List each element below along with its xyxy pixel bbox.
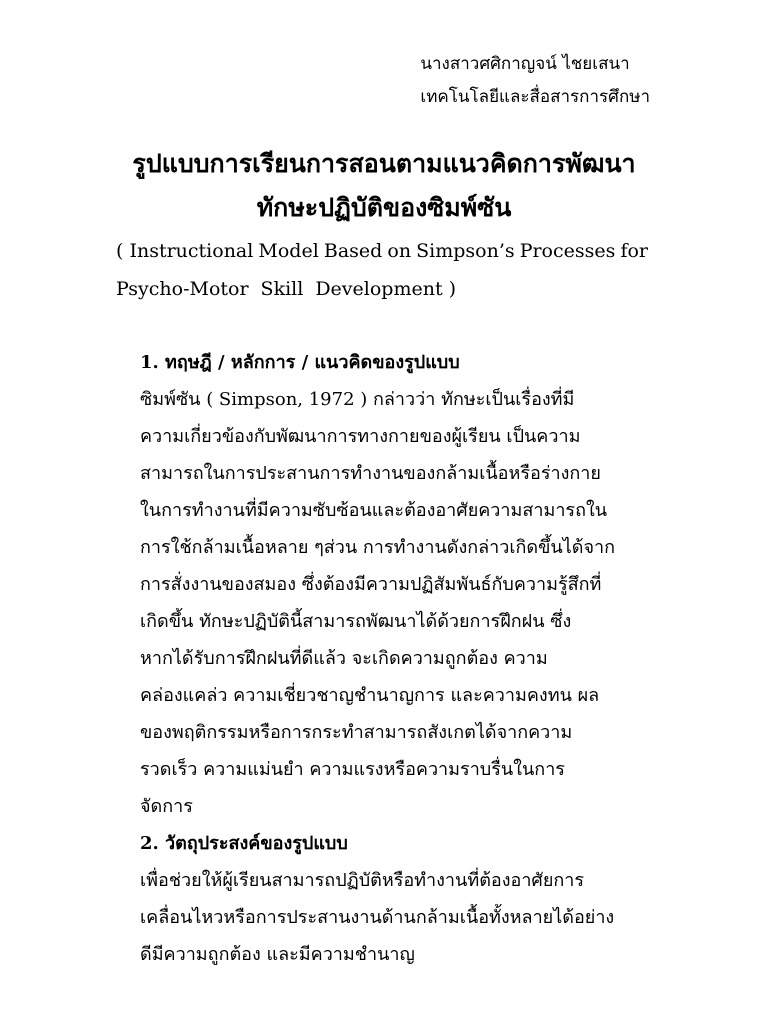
section-1-line: ในการทำงานที่มีความซับซ้อนและต้องอาศัยความสามารถใน — [140, 500, 608, 521]
section-1-line: ซิมพ์ซัน ( Simpson, 1972 ) กล่าวว่า ทักษะเป็นเรื่องที่มี — [140, 389, 575, 410]
section-1-line: การใช้กล้ามเนื้อหลาย ๆส่วน การทำงานดังกล่าวเกิดขึ้นได้จาก — [140, 537, 616, 558]
english-title-word: for — [620, 240, 648, 262]
english-title-word: Model — [258, 240, 319, 262]
section-2-line: ดีมีความถูกต้อง และมีความชำนาญ — [140, 944, 415, 965]
english-title-line-1 — [116, 232, 648, 270]
section-1-line: ของพฤติกรรมหรือการกระทำสามารถสังเกตได้จากความ — [140, 722, 573, 743]
section-2-line: เพื่อช่วยให้ผู้เรียนสามารถปฏิบัติหรือทำงานที่ต้องอาศัยการ — [140, 870, 585, 891]
section-1-line: เกิดขึ้น ทักษะปฏิบัตินี้สามารถพัฒนาได้ด้วยการฝึกฝน ซึ่ง — [140, 611, 572, 632]
author-block — [420, 48, 650, 114]
english-title-word: Simpson’s — [416, 240, 515, 262]
english-title-word: Development ) — [315, 278, 457, 300]
author-name: นางสาวศศิกาญจน์ ไชยเสนา — [420, 54, 630, 74]
section-1-heading: 1. ทฤษฎี / หลักการ / แนวคิดของรูปแบบ — [140, 352, 460, 373]
thai-title-line-1: รูปแบบการเรียนการสอนตามแนวคิดการพัฒนา — [132, 149, 636, 178]
english-title-word: on — [387, 240, 412, 262]
section-1-line: ความเกี่ยวข้องกับพัฒนาการทางกายของผู้เรียน เป็นความ — [140, 426, 581, 447]
section-2-heading: 2. วัตถุประสงค์ของรูปแบบ — [140, 833, 348, 854]
body-content — [140, 344, 660, 973]
section-1-line: จัดการ — [140, 796, 193, 817]
thai-title — [0, 142, 768, 230]
section-1-line: การสั่งงานของสมอง ซึ่งต้องมีความปฏิสัมพันธ์กับความรู้สึกที่ — [140, 574, 602, 595]
english-title-word: Based — [323, 240, 383, 262]
english-title-word: Processes — [519, 240, 616, 262]
english-title-word: ( Instructional — [116, 240, 254, 262]
english-title — [116, 232, 648, 308]
thai-title-line-2: ทักษะปฏิบัติของซิมพ์ซัน — [256, 193, 512, 222]
english-title-word: Psycho-Motor — [116, 278, 249, 300]
author-department: เทคโนโลยีและสื่อสารการศึกษา — [420, 87, 650, 107]
section-1-line: สามารถในการประสานการทำงานของกล้ามเนื้อหรือร่างกาย — [140, 463, 601, 484]
section-1-line: หากได้รับการฝึกฝนที่ดีแล้ว จะเกิดความถูกต้อง ความ — [140, 648, 548, 669]
english-title-line-2 — [116, 270, 648, 308]
section-1-line: รวดเร็ว ความแม่นยำ ความแรงหรือความราบรื่นในการ — [140, 759, 565, 780]
section-1-line: คล่องแคล่ว ความเชี่ยวชาญชำนาญการ และความคงทน ผล — [140, 685, 600, 706]
section-2-line: เคลื่อนไหวหรือการประสานงานด้านกล้ามเนื้อทั้งหลายได้อย่าง — [140, 907, 615, 928]
english-title-word: Skill — [260, 278, 304, 300]
